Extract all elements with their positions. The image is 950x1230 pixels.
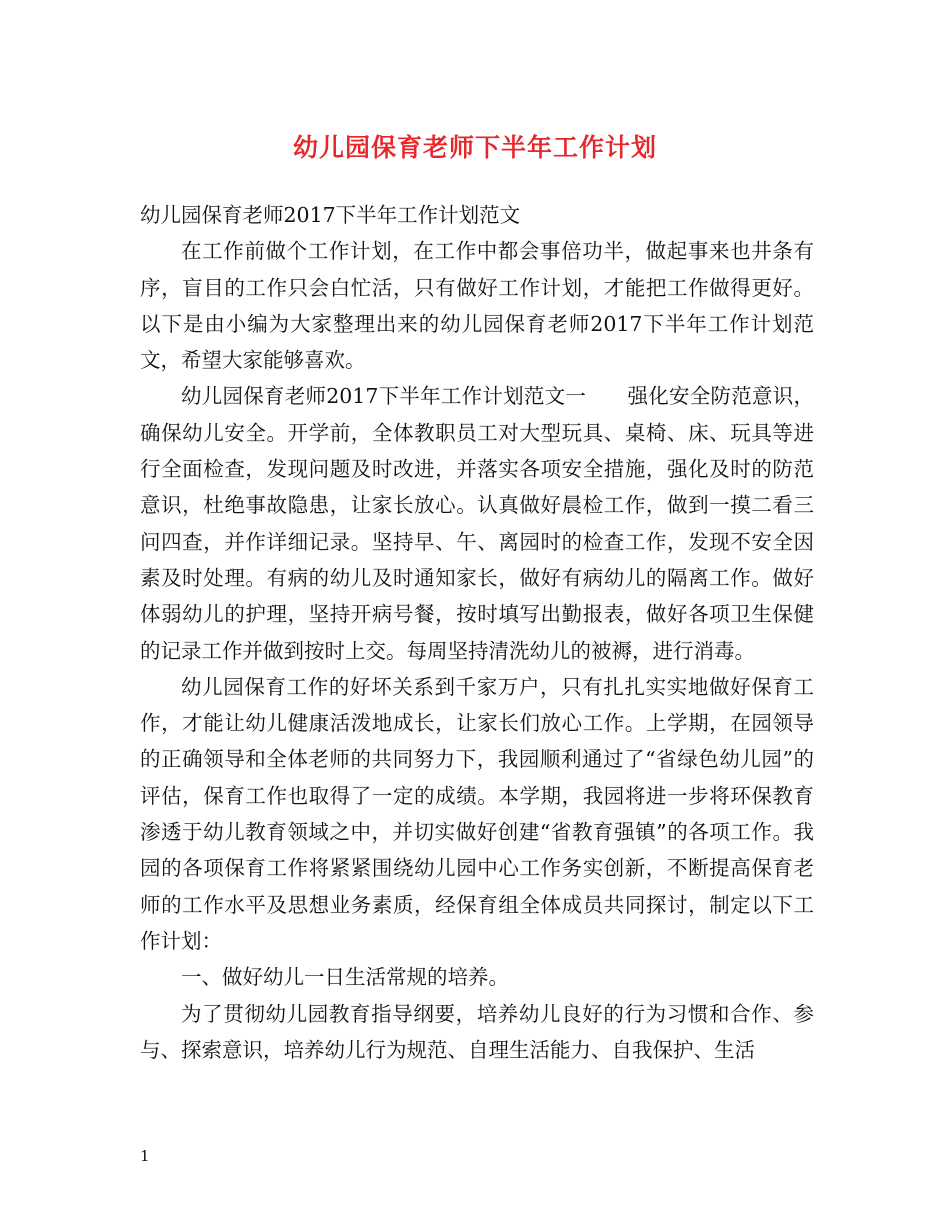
routine-paragraph: 为了贯彻幼儿园教育指导纲要，培养幼儿良好的行为习惯和合作、参与、探索意识，培养幼儿行为规范、自理生活能力、自我保护、生活 bbox=[140, 1001, 814, 1062]
subtitle-paragraph: 幼儿园保育老师2017下半年工作计划范文 bbox=[140, 203, 521, 227]
page-number: 1 bbox=[140, 1147, 150, 1165]
intro-paragraph: 在工作前做个工作计划，在工作中都会事倍功半，做起事来也井条有序，盲目的工作只会白忙活，只有做好工作计划，才能把工作做得更好。以下是由小编为大家整理出来的幼儿园保育老师2017下半年工作计划范文，希望大家能够喜欢。 bbox=[140, 239, 814, 373]
safety-paragraph: 幼儿园保育老师2017下半年工作计划范文一 强化安全防范意识，确保幼儿安全。开学前，全体教职员工对大型玩具、桌椅、床、玩具等进行全面检查，发现问题及时改进，并落实各项安全措施，强化及时的防范意识，杜绝事故隐患，让家长放心。认真做好晨检工作，做到一摸二看三问四查，并作详细记录。坚持早、午、离园时的检查工作，发现不安全因素及时处理。有病的幼儿及时通知家长，做好有病幼儿的隔离工作。做好体弱幼儿的护理，坚持开病号餐，按时填写出勤报表，做好各项卫生保健的记录工作并做到按时上交。每周坚持清洗幼儿的被褥，进行消毒。 bbox=[140, 384, 814, 663]
section-heading-1: 一、做好幼儿一日生活常规的培养。 bbox=[181, 965, 509, 990]
document-title: 幼儿园保育老师下半年工作计划 bbox=[292, 133, 657, 162]
document-body bbox=[140, 197, 814, 1068]
overview-paragraph: 幼儿园保育工作的好坏关系到千家万户，只有扎扎实实地做好保育工作，才能让幼儿健康活泼地成长，让家长们放心工作。上学期，在园领导的正确领导和全体老师的共同努力下，我园顺利通过了“省绿色幼儿园”的评估，保育工作也取得了一定的成绩。本学期，我园将进一步将环保教育渗透于幼儿教育领域之中，并切实做好创建“省教育强镇”的各项工作。我园的各项保育工作将紧紧围绕幼儿园中心工作务实创新，不断提高保育老师的工作水平及思想业务素质，经保育组全体成员共同探讨，制定以下工作计划： bbox=[140, 674, 814, 953]
